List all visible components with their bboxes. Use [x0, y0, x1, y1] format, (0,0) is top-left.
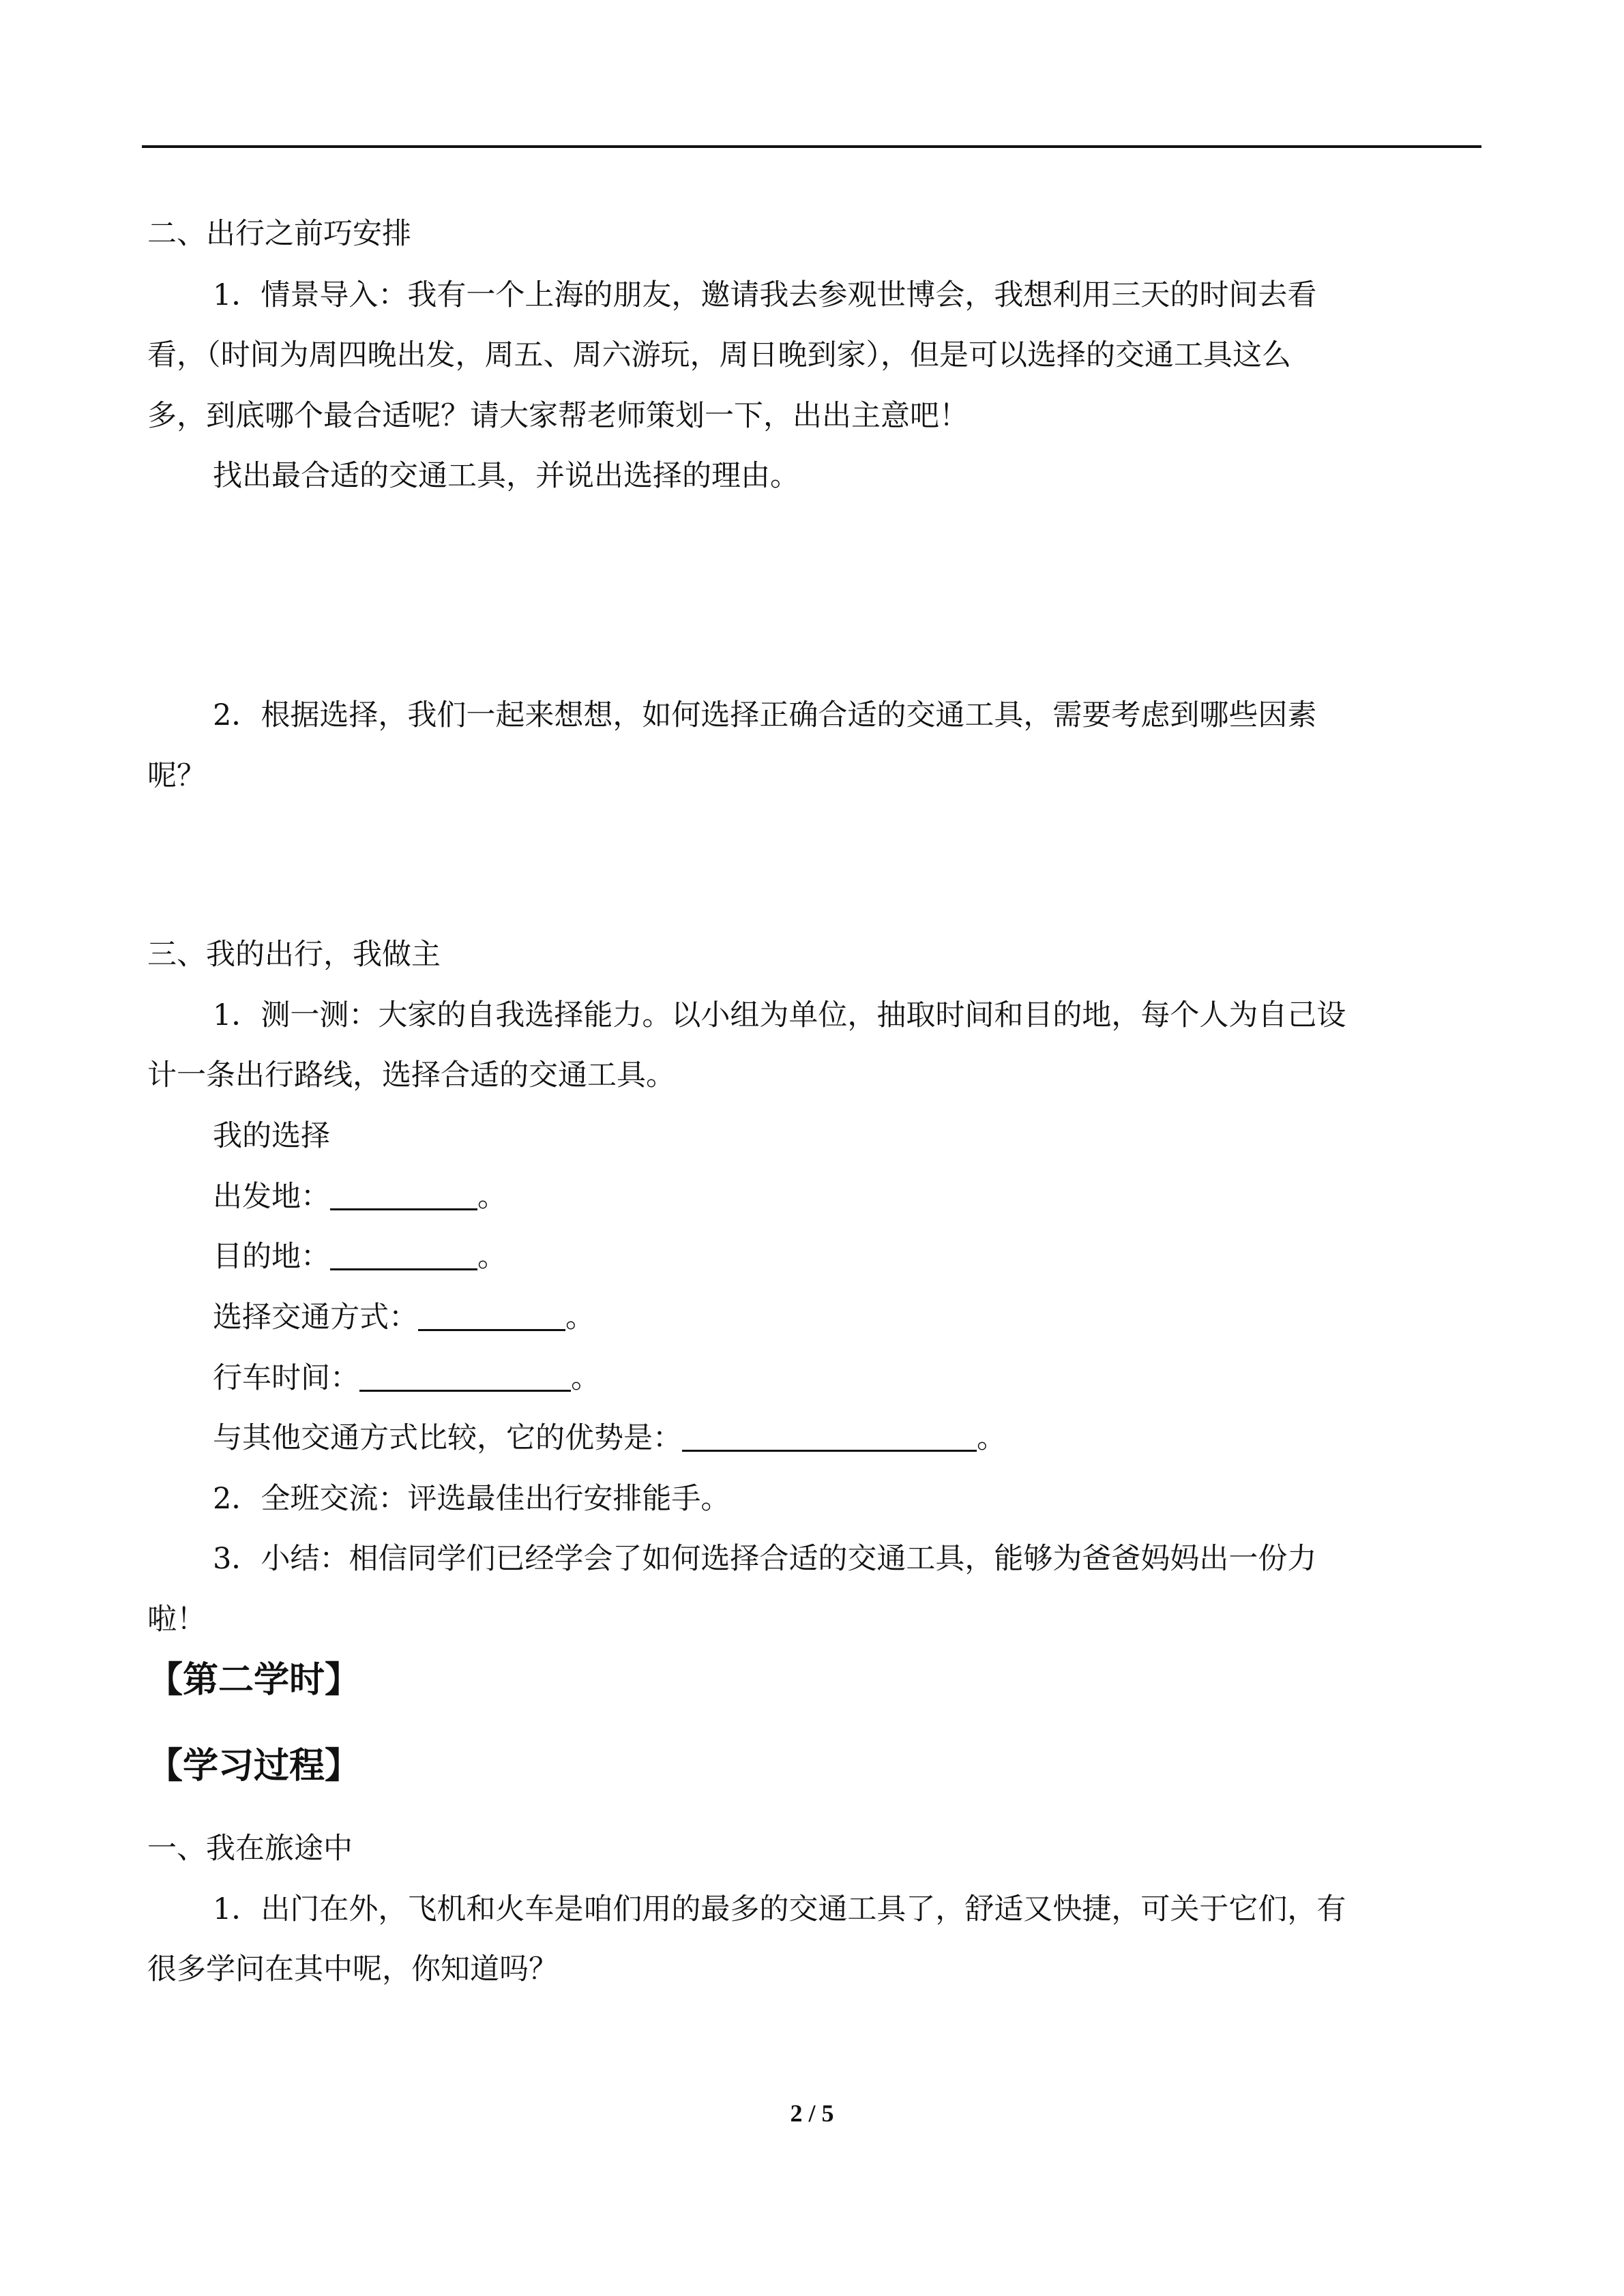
period: 。 [477, 1180, 507, 1214]
paragraph-line: 1．情景导入：我有一个上海的朋友，邀请我去参观世博会，我想利用三天的时间去看 [213, 278, 1317, 312]
travel-time-row [213, 1358, 600, 1399]
advantage-blank[interactable] [682, 1421, 977, 1452]
header-rule [142, 145, 1481, 148]
my-choice-label: 我的选择 [213, 1119, 330, 1153]
departure-label: 出发地： [213, 1180, 330, 1214]
section-title-1: 一、我在旅途中 [147, 1832, 353, 1866]
paragraph-line: 3．小结：相信同学们已经学会了如何选择合适的交通工具，能够为爸爸妈妈出一份力 [213, 1542, 1317, 1576]
destination-row [213, 1236, 507, 1277]
paragraph-line: 看，（时间为周四晚出发，周五、周六游玩，周日晚到家），但是可以选择的交通工具这么 [147, 338, 1291, 372]
advantage-label: 与其他交通方式比较，它的优势是： [213, 1421, 682, 1455]
paragraph-line: 多，到底哪个最合适呢？请大家帮老师策划一下，出出主意吧！ [147, 399, 969, 433]
paragraph-line: 2．全班交流：评选最佳出行安排能手。 [213, 1482, 730, 1516]
departure-blank[interactable] [330, 1180, 477, 1210]
page-number: 2 / 5 [790, 2100, 834, 2127]
period: 。 [571, 1361, 600, 1395]
paragraph-line: 呢？ [147, 759, 206, 793]
period: 。 [565, 1300, 595, 1335]
departure-row [213, 1176, 507, 1217]
lesson-2-heading: 【第二学时】 [147, 1660, 361, 1701]
section-title-3: 三、我的出行，我做主 [147, 938, 441, 972]
paragraph-line: 2．根据选择，我们一起来想想，如何选择正确合适的交通工具，需要考虑到哪些因素 [213, 698, 1317, 732]
advantage-row [213, 1418, 1006, 1459]
travel-time-blank[interactable] [359, 1361, 571, 1392]
destination-label: 目的地： [213, 1240, 330, 1274]
paragraph-line: 找出最合适的交通工具，并说出选择的理由。 [213, 459, 799, 493]
transport-row [213, 1297, 595, 1338]
section-title-2: 二、出行之前巧安排 [147, 217, 411, 251]
period: 。 [477, 1240, 507, 1274]
transport-label: 选择交通方式： [213, 1300, 418, 1335]
transport-blank[interactable] [418, 1300, 565, 1331]
paragraph-line: 1．测一测：大家的自我选择能力。以小组为单位，抽取时间和目的地，每个人为自己设 [213, 998, 1346, 1032]
paragraph-line: 1．出门在外，飞机和火车是咱们用的最多的交通工具了，舒适又快捷，可关于它们，有 [213, 1892, 1346, 1926]
paragraph-line: 计一条出行路线，选择合适的交通工具。 [147, 1058, 675, 1092]
paragraph-line: 很多学问在其中呢，你知道吗？ [147, 1952, 558, 1986]
paragraph-line: 啦！ [147, 1602, 206, 1637]
period: 。 [977, 1421, 1006, 1455]
process-heading: 【学习过程】 [147, 1746, 361, 1787]
travel-time-label: 行车时间： [213, 1361, 359, 1395]
destination-blank[interactable] [330, 1240, 477, 1270]
